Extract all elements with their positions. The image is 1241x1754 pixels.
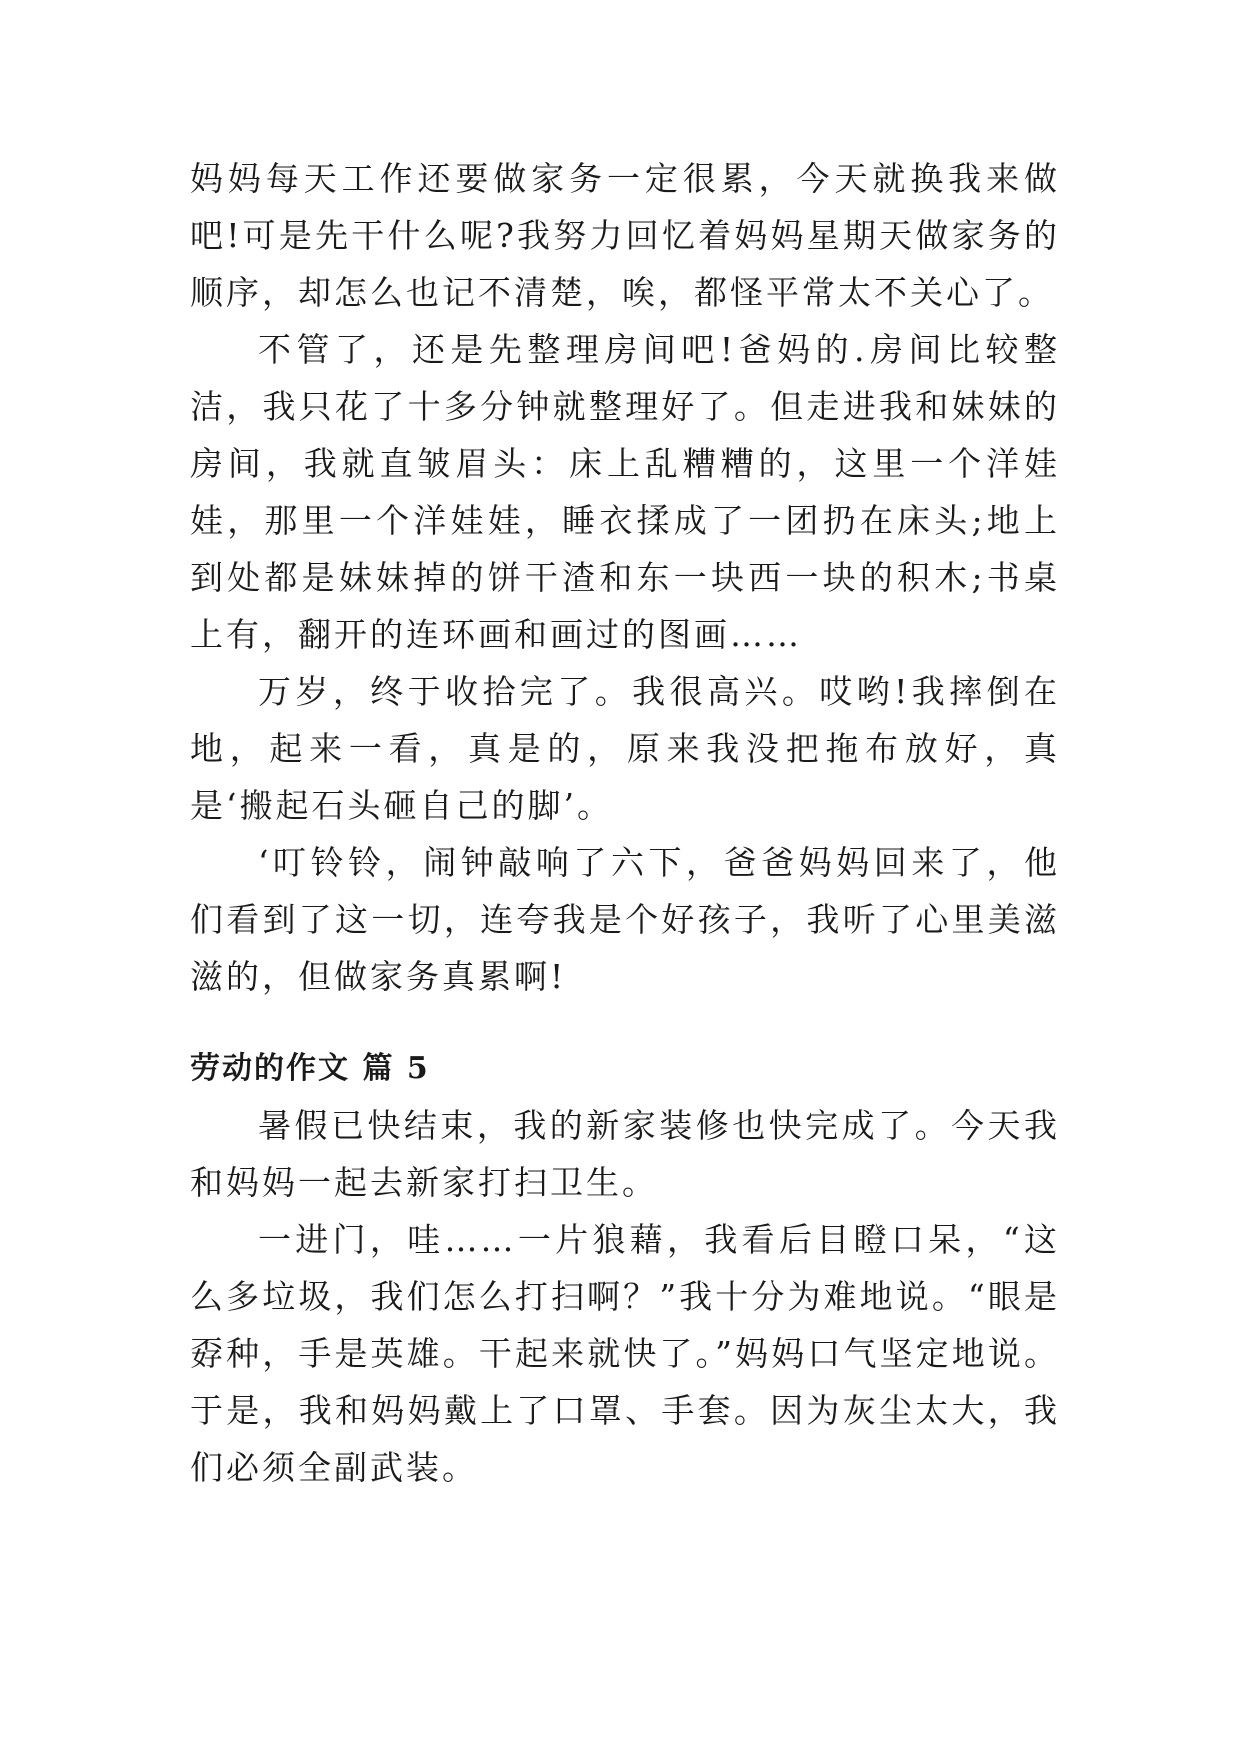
paragraph-5: 暑假已快结束，我的新家装修也快完成了。今天我和妈妈一起去新家打扫卫生。 bbox=[190, 1106, 1060, 1202]
paragraph-6: 一进门，哇……一片狼藉，我看后目瞪口呆，“这么多垃圾，我们怎么打扫啊？”我十分为难地说。“眼是孬种，手是英雄。干起来就快了。”妈妈口气坚定地说。于是，我和妈妈戴上了口罩、手套。因为灰尘太大，我们必须全副武装。 bbox=[190, 1220, 1060, 1487]
section-heading: 劳动的作文 篇 5 bbox=[190, 1051, 430, 1086]
document-page bbox=[190, 150, 1060, 1496]
paragraph-1: 妈妈每天工作还要做家务一定很累，今天就换我来做吧!可是先干什么呢?我努力回忆着妈妈星期天做家务的顺序，却怎么也记不清楚，唉，都怪平常太不关心了。 bbox=[190, 159, 1060, 312]
paragraph-2: 不管了，还是先整理房间吧!爸妈的.房间比较整洁，我只花了十多分钟就整理好了。但走进我和妹妹的房间，我就直皱眉头：床上乱糟糟的，这里一个洋娃娃，那里一个洋娃娃，睡衣揉成了一团扔在床头;地上到处都是妹妹掉的饼干渣和东一块西一块的积木;书桌上有，翻开的连环画和画过的图画…… bbox=[190, 330, 1060, 654]
paragraph-4: ‘叮铃铃，闹钟敲响了六下，爸爸妈妈回来了，他们看到了这一切，连夸我是个好孩子，我听了心里美滋滋的，但做家务真累啊! bbox=[190, 843, 1060, 996]
paragraph-3: 万岁，终于收拾完了。我很高兴。哎哟!我摔倒在地，起来一看，真是的，原来我没把拖布放好，真是‘搬起石头砸自己的脚’。 bbox=[190, 672, 1060, 825]
